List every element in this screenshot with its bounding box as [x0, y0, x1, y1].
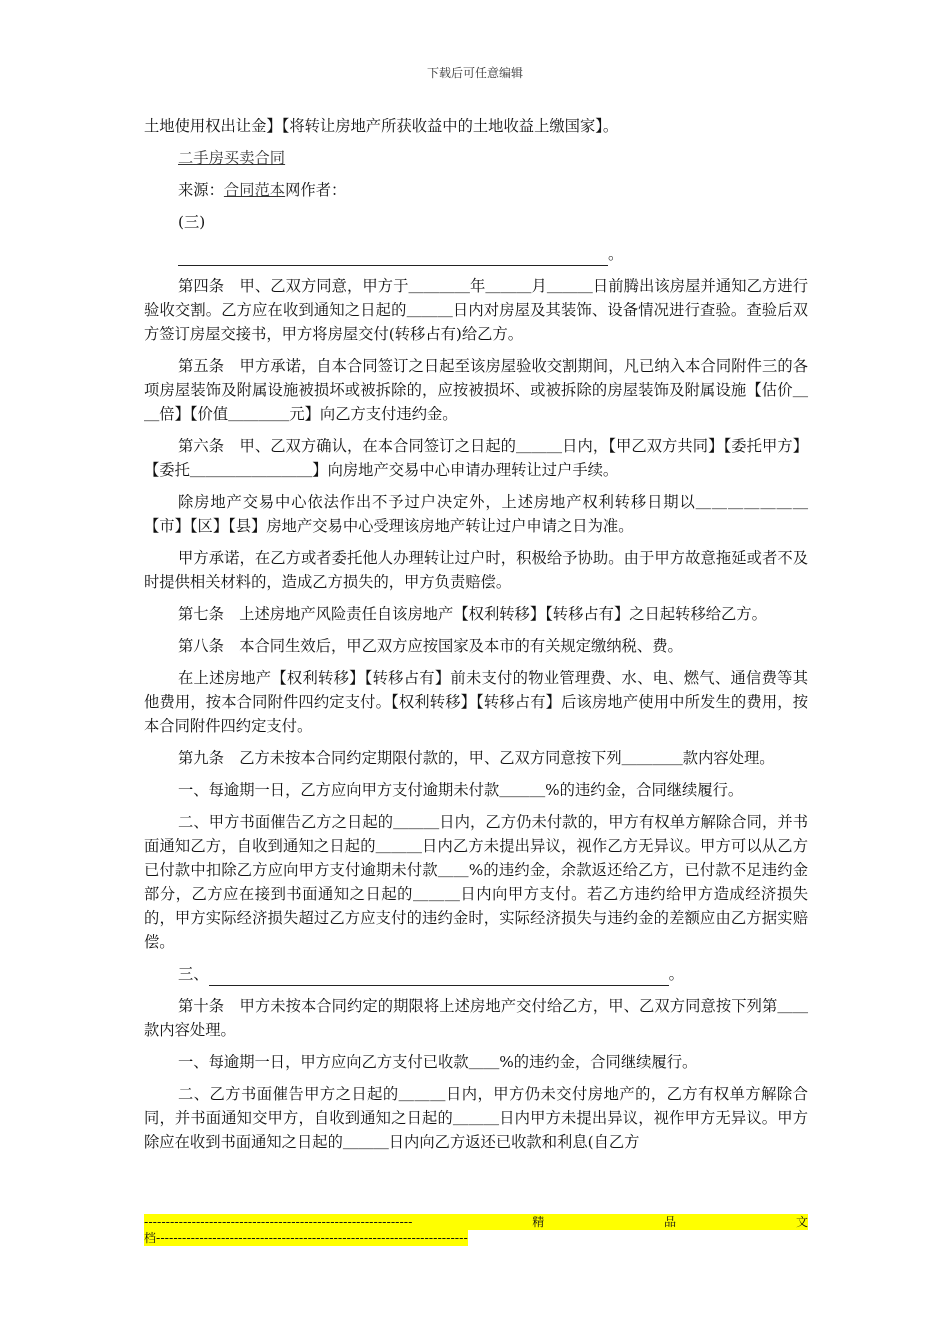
document-body: [144, 114, 808, 1162]
footer-dashes-2: ------------------------------------------------------------------------: [156, 1231, 468, 1245]
article-7: 第七条 上述房地产风险责任自该房地产【权利转移】【转移占有】之日起转移给乙方。: [178, 605, 767, 623]
footer-banner-row-2: [144, 1230, 468, 1246]
section-three-heading: (三): [178, 213, 206, 231]
page-footer: [144, 1214, 808, 1250]
article-9-item-3-period: 。: [668, 965, 684, 983]
article-6-clause-2: 除房地产交易中心依法作出不予过户决定外，上述房地产权利转移日期以＿＿＿＿＿＿＿【市】【区】【县】房地产交易中心受理该房地产转让过户申请之日为准。: [144, 493, 808, 535]
article-10-item-2: 二、乙方书面催告甲方之日起的＿＿＿日内，甲方仍未交付房地产的，乙方有权单方解除合同，并书面通知交甲方，自收到通知之日起的＿＿＿日内甲方未提出异议，视作甲方无异议。甲方除应在收到书面通知之日起的＿＿＿日内向乙方返还已收款和利息(自乙方: [144, 1085, 808, 1151]
contract-title-link[interactable]: 二手房买卖合同: [178, 149, 286, 167]
footer-dashes: --------------------------------------------------------------: [144, 1215, 413, 1229]
article-6: 第六条 甲、乙双方确认，在本合同签订之日起的＿＿＿日内，【甲乙双方共同】【委托甲方】【委托＿＿＿＿＿＿＿＿】向房地产交易中心申请办理转让过户手续。: [144, 437, 808, 479]
article-10: 第十条 甲方未按本合同约定的期限将上述房地产交付给乙方，甲、乙双方同意按下列第＿＿款内容处理。: [144, 997, 808, 1039]
article-8: 第八条 本合同生效后，甲乙双方应按国家及本市的有关规定缴纳税、费。: [178, 637, 683, 655]
paragraph-land-fee: 土地使用权出让金】【将转让房地产所获收益中的土地收益上缴国家】。: [144, 117, 619, 135]
article-9: 第九条 乙方未按本合同约定期限付款的，甲、乙双方同意按下列＿＿＿＿款内容处理。: [178, 749, 775, 767]
contract-title-paragraph: [144, 146, 808, 170]
article-5: 第五条 甲方承诺，自本合同签订之日起至该房屋验收交割期间，凡已纳入本合同附件三的各项房屋装饰及附属设施被损坏或被拆除的，应按被损坏、或被拆除的房屋装饰及附属设施【估价＿＿倍】【价值＿＿＿＿元】向乙方支付违约金。: [144, 357, 808, 423]
footer-char-3: 文: [795, 1215, 808, 1229]
source-line: [144, 178, 808, 202]
article-8-clause-2: 在上述房地产【权利转移】【转移占有】前未支付的物业管理费、水、电、燃气、通信费等其他费用，按本合同附件四约定支付。【权利转移】【转移占有】后该房地产使用中所发生的费用，按本合同附件四约定支付。: [144, 669, 808, 735]
article-9-item-3-prefix: 三、: [178, 965, 209, 983]
article-9-item-1: 一、每逾期一日，乙方应向甲方支付逾期未付款＿＿＿%的违约金，合同继续履行。: [178, 781, 744, 799]
footer-char-2: 品: [664, 1215, 677, 1229]
source-suffix: 网作者：: [285, 181, 347, 199]
page-header: 下载后可任意编辑: [426, 66, 523, 80]
blank-rule: [209, 971, 669, 986]
article-10-item-1: 一、每逾期一日，甲方应向乙方支付已收款＿＿%的违约金，合同继续履行。: [178, 1053, 698, 1071]
blank-line: [178, 242, 808, 266]
article-9-item-3: [178, 962, 808, 986]
source-prefix: 来源：: [178, 181, 224, 199]
footer-char-4: 档: [144, 1231, 157, 1245]
article-6-clause-3: 甲方承诺，在乙方或者委托他人办理转让过户时，积极给予协助。由于甲方故意拖延或者不及时提供相关材料的，造成乙方损失的，甲方负责赔偿。: [144, 549, 808, 591]
footer-char-1: 精: [532, 1215, 545, 1229]
blank-rule: [178, 251, 608, 266]
blank-line-period: 。: [608, 245, 624, 263]
footer-banner-row-1: [144, 1214, 808, 1230]
article-9-item-2: 二、甲方书面催告乙方之日起的＿＿＿日内，乙方仍未付款的，甲方有权单方解除合同，并书面通知乙方，自收到通知之日起的＿＿＿日内乙方未提出异议，视作乙方无异议。甲方可以从乙方已付款中扣除乙方应向甲方支付逾期未付款＿＿%的违约金，余款返还给乙方，已付款不足违约金部分，乙方应在接到书面通知之日起的＿＿＿日内向甲方支付。若乙方违约给甲方造成经济损失的，甲方实际经济损失超过乙方应支付的违约金时，实际经济损失与违约金的差额应由乙方据实赔偿。: [144, 813, 808, 951]
article-4: 第四条 甲、乙双方同意，甲方于＿＿＿＿年＿＿＿月＿＿＿日前腾出该房屋并通知乙方进行验收交割。乙方应在收到通知之日起的＿＿＿日内对房屋及其装饰、设备情况进行查验。查验后双方签订房屋交接书，甲方将房屋交付(转移占有)给乙方。: [144, 277, 808, 343]
source-link[interactable]: 合同范本: [223, 181, 286, 199]
